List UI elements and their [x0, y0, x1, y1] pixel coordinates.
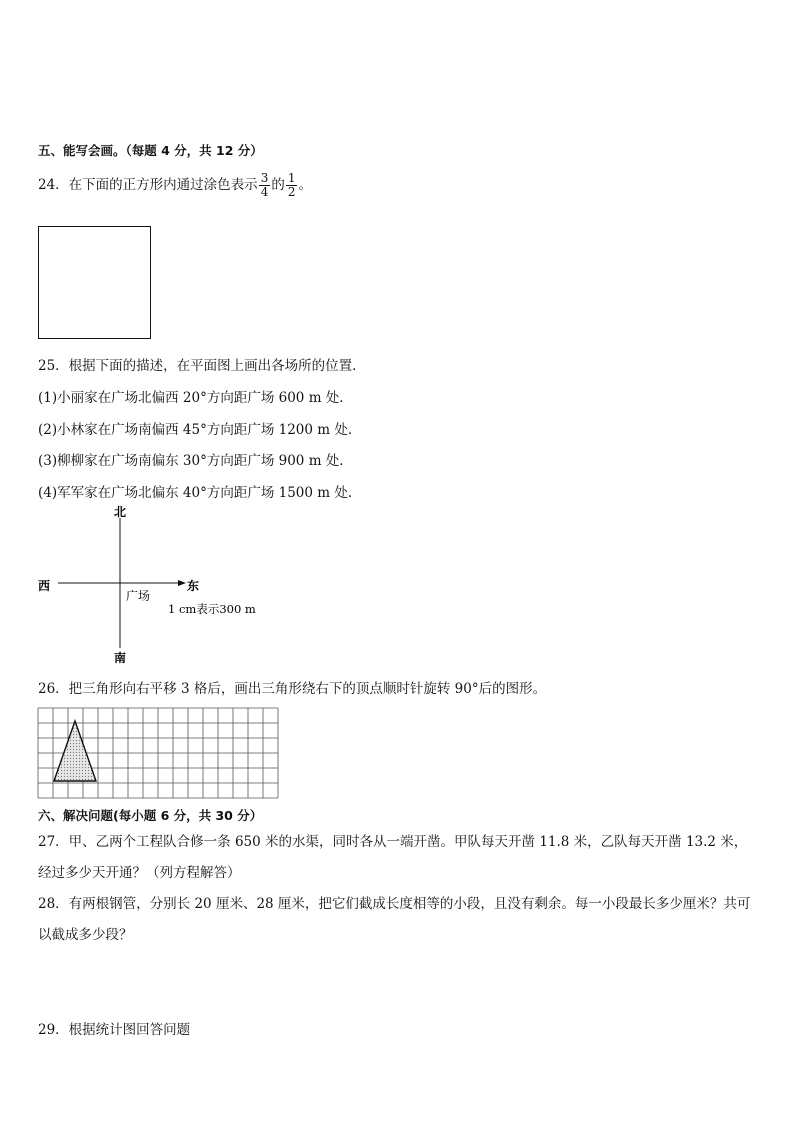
question-29: 29．根据统计图回答问题: [38, 1022, 191, 1038]
q25-item-1: (1)小丽家在广场北偏西 20°方向距广场 600 m 处．: [38, 390, 353, 406]
section-6-heading: 六、解决问题(每小题 6 分，共 30 分）: [38, 808, 263, 823]
east-arrow-icon: [178, 580, 186, 586]
label-north: 北: [114, 505, 127, 519]
question-27: 27．甲、乙两个工程队合修一条 650 米的水渠，同时各从一端开凿。甲队每天开凿 11.8 米，乙队每天开凿 13.2 米，经过多少天开通？（列方程解答）: [38, 834, 748, 881]
q25-item-4: (4)军军家在广场北偏东 40°方向距广场 1500 m 处．: [38, 485, 362, 501]
question-26: 26．把三角形向右平移 3 格后，画出三角形绕右下的顶点顺时针旋转 90°后的图形。: [38, 681, 547, 697]
fraction-one-half: $\frac{1}{2}$: [287, 171, 296, 199]
triangle-shape: [54, 721, 96, 781]
grid-figure[interactable]: [0, 700, 300, 800]
question-24: [38, 172, 312, 199]
q25-item-3: (3)柳柳家在广场南偏东 30°方向距广场 900 m 处．: [38, 453, 353, 469]
label-west: 西: [38, 579, 51, 593]
q24-prefix: 24．在下面的正方形内通过涂色表示: [38, 177, 258, 193]
fraction-three-quarters: $\frac{3}{4}$: [260, 171, 269, 199]
label-south: 南: [114, 651, 127, 665]
compass-diagram: [0, 500, 300, 668]
question-25-intro: 25．根据下面的描述，在平面图上画出各场所的位置．: [38, 358, 366, 374]
label-scale: 1 cm表示300 m: [168, 602, 256, 616]
section-5-heading: 五、能写会画。（每题 4 分，共 12 分）: [38, 143, 263, 158]
q25-item-2: (2)小林家在广场南偏西 45°方向距广场 1200 m 处．: [38, 422, 362, 438]
q24-suffix: 。: [298, 177, 312, 193]
label-east: 东: [187, 579, 200, 593]
q24-middle: 的: [271, 177, 285, 193]
question-28: 28．有两根钢管，分别长 20 厘米、28 厘米，把它们截成长度相等的小段，且没有剩余。每一小段最长多少厘米？共可以截成多少段？: [38, 896, 751, 943]
label-center: 广场: [126, 589, 151, 603]
shading-square[interactable]: [38, 226, 151, 339]
